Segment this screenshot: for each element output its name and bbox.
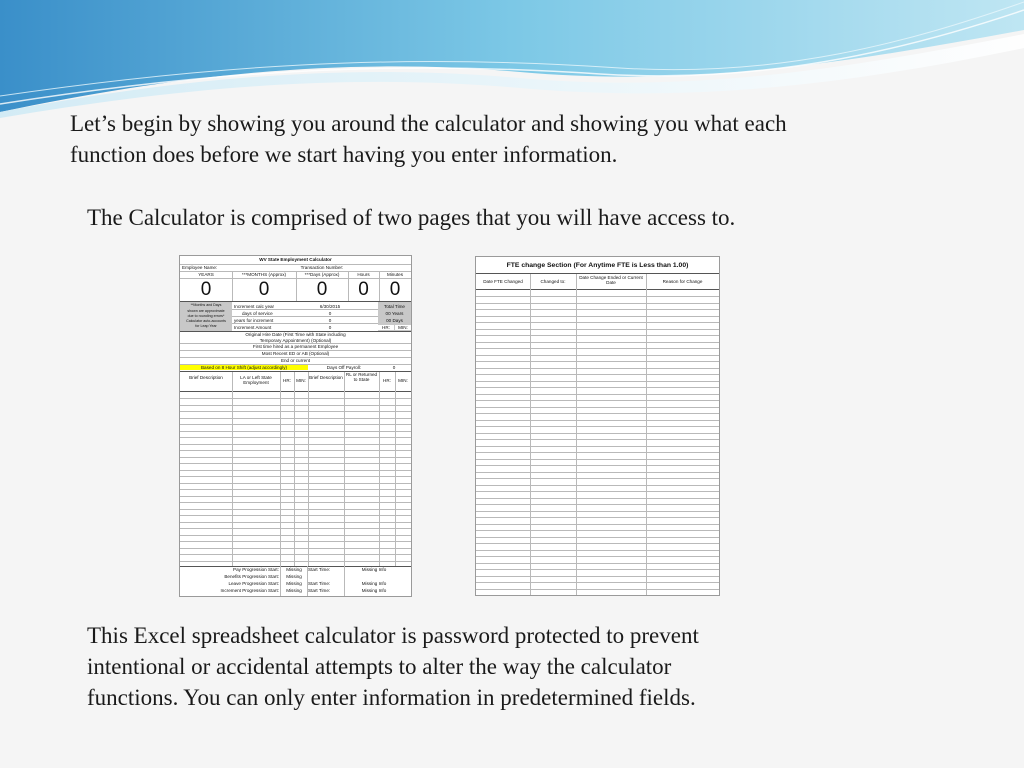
grid-row-line bbox=[476, 387, 719, 388]
grid-row-line bbox=[476, 465, 719, 466]
total-days: 00 Days bbox=[386, 318, 403, 323]
increment-calc-date: 6/30/2015 bbox=[319, 304, 341, 309]
hours-header: Hours bbox=[357, 272, 370, 277]
note-line-3: due to rounding errors* bbox=[187, 314, 225, 318]
leave-start-time-label: Start Time: bbox=[308, 581, 331, 586]
grid-row-line bbox=[476, 563, 719, 564]
intro-line-2: function does before we start having you enter information. bbox=[70, 142, 618, 167]
based-on-8-hour-label: Based on 8 Hour Shift (adjust accordingly) bbox=[180, 365, 308, 370]
grid-row-line bbox=[476, 472, 719, 473]
fte-title: FTE change Section (For Anytime FTE is Less than 1.00) bbox=[506, 262, 689, 269]
first-time-hired-label: First time hired as a permanent Employee bbox=[252, 344, 339, 349]
total-min-label: MIN: bbox=[395, 325, 411, 330]
grid-row-line bbox=[180, 528, 411, 529]
grid-row-line bbox=[180, 502, 411, 503]
grid-row-line bbox=[180, 509, 411, 510]
days-header: ***Days (Approx) bbox=[304, 272, 340, 277]
increment-amount-value: 0 bbox=[328, 325, 332, 330]
total-years: 00 Years bbox=[385, 311, 404, 316]
grid-row-line bbox=[180, 476, 411, 477]
grid-row-line bbox=[476, 309, 719, 310]
grid-row-line bbox=[476, 335, 719, 336]
grid-row-line bbox=[476, 576, 719, 577]
grid-row-line bbox=[180, 398, 411, 399]
grid-col-line bbox=[294, 372, 295, 566]
leave-progression-value: Missing bbox=[286, 581, 302, 586]
grid-row-line bbox=[476, 355, 719, 356]
grid-row-line bbox=[476, 439, 719, 440]
grid-row-line bbox=[476, 589, 719, 590]
days-off-payroll-label: Days Off Payroll: bbox=[326, 365, 362, 370]
grid-row-line bbox=[180, 431, 411, 432]
grid-col-line bbox=[280, 372, 281, 566]
grid-row-line bbox=[180, 561, 411, 562]
calculator-sheet-screenshot bbox=[179, 255, 412, 597]
fte-sheet-screenshot bbox=[475, 256, 720, 596]
grid-col-line bbox=[646, 274, 647, 595]
pages-paragraph bbox=[87, 202, 967, 233]
approx-note-box bbox=[180, 302, 232, 331]
minutes-value: 0 bbox=[389, 279, 401, 300]
grid-row-line bbox=[476, 452, 719, 453]
increment-start-time-label: Start Time: bbox=[308, 588, 331, 593]
total-hr-label: HR: bbox=[378, 325, 394, 330]
grid-row-line bbox=[180, 444, 411, 445]
grid-row-line bbox=[476, 491, 719, 492]
benefits-progression-value: Missing bbox=[286, 574, 302, 579]
date-fte-changed-header: Date FTE Changed bbox=[483, 279, 523, 284]
grid-row-line bbox=[180, 437, 411, 438]
grid-row-line bbox=[180, 411, 411, 412]
grid-row-line bbox=[180, 457, 411, 458]
most-recent-label: Most Recent ED or AB (Optional) bbox=[261, 351, 330, 356]
orig-hire-label: Original Hire Date (First Time with State including bbox=[245, 332, 346, 337]
grid-row-line bbox=[180, 554, 411, 555]
pay-missing-info: Missing Info bbox=[361, 567, 387, 572]
days-of-service-label: days of service bbox=[242, 311, 273, 316]
grid-col-line bbox=[576, 274, 577, 595]
grid-row-line bbox=[476, 394, 719, 395]
brief-description-header-2: Brief Description bbox=[309, 375, 343, 380]
pay-start-time-label: Start Time: bbox=[308, 567, 331, 572]
calc-title: WV State Employment Calculator bbox=[259, 257, 332, 262]
years-for-increment-value: 0 bbox=[328, 318, 332, 323]
grid-row-line bbox=[476, 543, 719, 544]
grid-col-line bbox=[379, 372, 380, 566]
intro-paragraph bbox=[70, 108, 950, 170]
grid-row-line bbox=[476, 296, 719, 297]
years-value: 0 bbox=[200, 279, 212, 300]
days-off-payroll-value: 0 bbox=[392, 365, 396, 370]
grid-row-line bbox=[476, 342, 719, 343]
note-line-5: for Leap Year bbox=[195, 324, 217, 328]
grid-row-line bbox=[476, 504, 719, 505]
grid-row-line bbox=[476, 303, 719, 304]
grid-row-line bbox=[476, 511, 719, 512]
increment-missing-info: Missing Info bbox=[361, 588, 387, 593]
grid-row-line bbox=[476, 361, 719, 362]
temp-appt-label: Temporary Appointment) (Optional) bbox=[259, 338, 332, 343]
grid-row-line bbox=[476, 420, 719, 421]
grid-col-line bbox=[232, 372, 233, 566]
grid-row-line bbox=[180, 515, 411, 516]
note-line-4: Calculator auto-accounts bbox=[186, 319, 226, 323]
grid-row-line bbox=[180, 470, 411, 471]
grid-row-line bbox=[476, 400, 719, 401]
grid-row-line bbox=[476, 316, 719, 317]
grid-row-line bbox=[180, 405, 411, 406]
employee-name-label: Employee Name: bbox=[182, 265, 218, 270]
grid-row-line bbox=[476, 446, 719, 447]
grid-row-line bbox=[476, 556, 719, 557]
benefits-progression-label: Benefits Progression Start: bbox=[224, 574, 279, 579]
pages-line: The Calculator is comprised of two pages that you will have access to. bbox=[87, 205, 736, 230]
days-value: 0 bbox=[316, 279, 328, 300]
grid-row-line bbox=[476, 485, 719, 486]
grid-row-line bbox=[476, 374, 719, 375]
grid-row-line bbox=[180, 483, 411, 484]
grid-col-line bbox=[530, 274, 531, 595]
grid-row-line bbox=[476, 322, 719, 323]
increment-calc-year-label: Increment calc year bbox=[234, 304, 275, 309]
grid-row-line bbox=[180, 463, 411, 464]
grid-row-line bbox=[180, 548, 411, 549]
grid-col-line bbox=[395, 372, 396, 566]
grid-row-line bbox=[476, 407, 719, 408]
months-header: ***MONTHS (Approx) bbox=[241, 272, 287, 277]
leave-progression-label: Leave Progression Start: bbox=[228, 581, 279, 586]
grid-row-line bbox=[476, 478, 719, 479]
years-header: YEARS bbox=[198, 272, 214, 277]
rl-or-returned-header: RL or Returned to State bbox=[345, 372, 378, 382]
reason-for-change-header: Reason for Change bbox=[662, 279, 703, 284]
days-of-service-value: 0 bbox=[328, 311, 332, 316]
minutes-header: Minutes bbox=[386, 272, 404, 277]
grid-row-line bbox=[180, 489, 411, 490]
protection-note-paragraph bbox=[87, 620, 947, 713]
grid-row-line bbox=[476, 413, 719, 414]
increment-amount-label: Increment Amount bbox=[234, 325, 272, 330]
changed-to-header: Changed to: bbox=[540, 279, 566, 284]
grid-col-line bbox=[308, 372, 309, 566]
increment-progression-label: Increment Progression Start: bbox=[220, 588, 279, 593]
grid-row-line bbox=[476, 530, 719, 531]
grid-row-line bbox=[476, 517, 719, 518]
header-wave-decoration bbox=[0, 0, 1024, 120]
grid-row-line bbox=[476, 381, 719, 382]
hr-header-2: HR: bbox=[383, 378, 391, 383]
grid-row-line bbox=[476, 348, 719, 349]
increment-progression-value: Missing bbox=[286, 588, 302, 593]
min-header-2: MIN: bbox=[398, 378, 408, 383]
transaction-number-label: Transaction Number: bbox=[300, 265, 344, 270]
note-line-3: functions. You can only enter information in predetermined fields. bbox=[87, 685, 696, 710]
grid-row-line bbox=[180, 450, 411, 451]
pay-progression-value: Missing bbox=[286, 567, 302, 572]
grid-row-line bbox=[476, 433, 719, 434]
grid-row-line bbox=[476, 537, 719, 538]
date-change-ended-header: Date Change Ended or Current Date bbox=[579, 275, 643, 285]
grid-row-line bbox=[180, 496, 411, 497]
grid-row-line bbox=[476, 582, 719, 583]
grid-row-line bbox=[180, 541, 411, 542]
years-for-increment-label: years for increment bbox=[234, 318, 274, 323]
grid-row-line bbox=[476, 524, 719, 525]
la-or-left-header: LA or Left State Employment bbox=[240, 375, 272, 385]
grid-col-line bbox=[344, 372, 345, 566]
grid-row-line bbox=[180, 535, 411, 536]
note-line-1: **Months and Days bbox=[190, 303, 222, 307]
grid-row-line bbox=[476, 368, 719, 369]
end-or-current-label: End or current bbox=[280, 358, 311, 363]
grid-row-line bbox=[180, 418, 411, 419]
note-line-2: shown are approximate bbox=[187, 309, 225, 313]
hours-value: 0 bbox=[358, 279, 369, 300]
intro-line-1: Let’s begin by showing you around the calculator and showing you what each bbox=[70, 111, 787, 136]
grid-row-line bbox=[476, 426, 719, 427]
leave-missing-info: Missing Info bbox=[361, 581, 387, 586]
grid-row-line bbox=[476, 569, 719, 570]
grid-row-line bbox=[476, 329, 719, 330]
grid-row-line bbox=[476, 550, 719, 551]
total-time-label: Total Time bbox=[384, 304, 405, 309]
pay-progression-label: Pay Progression Start: bbox=[233, 567, 279, 572]
brief-description-header-1: Brief Description bbox=[189, 375, 223, 380]
hr-header-1: HR: bbox=[283, 378, 291, 383]
months-value: 0 bbox=[258, 279, 270, 300]
min-header-1: MIN: bbox=[296, 378, 306, 383]
grid-row-line bbox=[476, 459, 719, 460]
grid-row-line bbox=[180, 424, 411, 425]
grid-row-line bbox=[476, 498, 719, 499]
grid-row-line bbox=[180, 522, 411, 523]
note-line-2: intentional or accidental attempts to alter the way the calculator bbox=[87, 654, 672, 679]
note-line-1: This Excel spreadsheet calculator is password protected to prevent bbox=[87, 623, 699, 648]
